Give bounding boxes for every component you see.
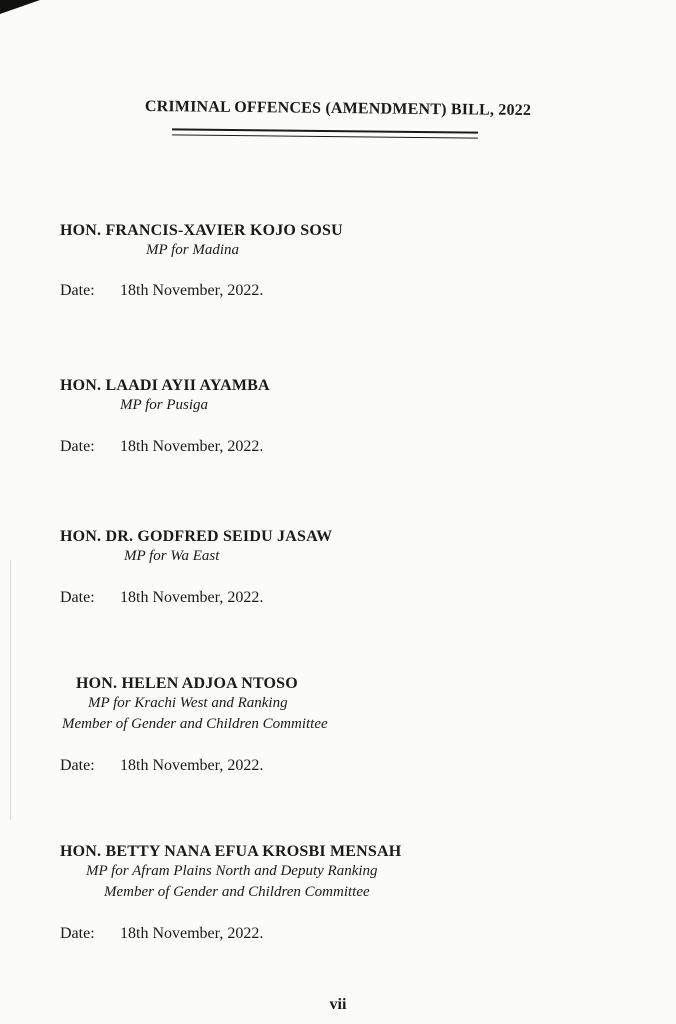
signatory-name: HON. HELEN ADJOA NTOSO [76,675,298,692]
signatory-name: HON. FRANCIS-XAVIER KOJO SOSU [60,222,343,239]
signatory-name: HON. DR. GODFRED SEIDU JASAW [60,528,333,545]
signatory-name: HON. BETTY NANA EFUA KROSBI MENSAH [60,843,402,860]
page-corner-mark [0,0,40,14]
signatory-role: MP for Afram Plains North and Deputy Ranking [86,863,378,879]
date-value: 18th November, 2022. [120,589,264,606]
date-label: Date: [60,925,95,942]
signatory-entry [60,377,270,456]
date-label: Date: [60,438,95,455]
signatory-entry [60,675,328,775]
signatory-role: MP for Madina [146,242,240,258]
page-number: vii [329,996,347,1013]
date-value: 18th November, 2022. [120,925,264,942]
signatory-entry [60,222,343,300]
signatory-role: Member of Gender and Children Committee [62,716,328,732]
date-value: 18th November, 2022. [120,438,264,455]
signatory-role: MP for Wa East [124,548,220,564]
signatory-entry [60,843,401,943]
signatory-name: HON. LAADI AYII AYAMBA [60,377,270,394]
signature-date [60,757,328,775]
signature-date [60,925,401,943]
date-label: Date: [60,282,95,299]
date-value: 18th November, 2022. [120,757,264,774]
bill-title: CRIMINAL OFFENCES (AMENDMENT) BILL, 2022 [144,97,532,120]
date-value: 18th November, 2022. [120,282,264,299]
title-underline [172,128,478,138]
signature-date [60,438,270,456]
signatory-role: MP for Pusiga [120,397,209,413]
date-label: Date: [60,757,95,774]
signature-date [60,282,343,300]
signatory-role: Member of Gender and Children Committee [104,884,370,900]
date-label: Date: [60,589,95,606]
signatory-role: MP for Krachi West and Ranking [88,695,288,711]
signature-date [60,589,332,607]
binding-shadow [10,560,11,820]
signatory-entry [60,528,332,607]
